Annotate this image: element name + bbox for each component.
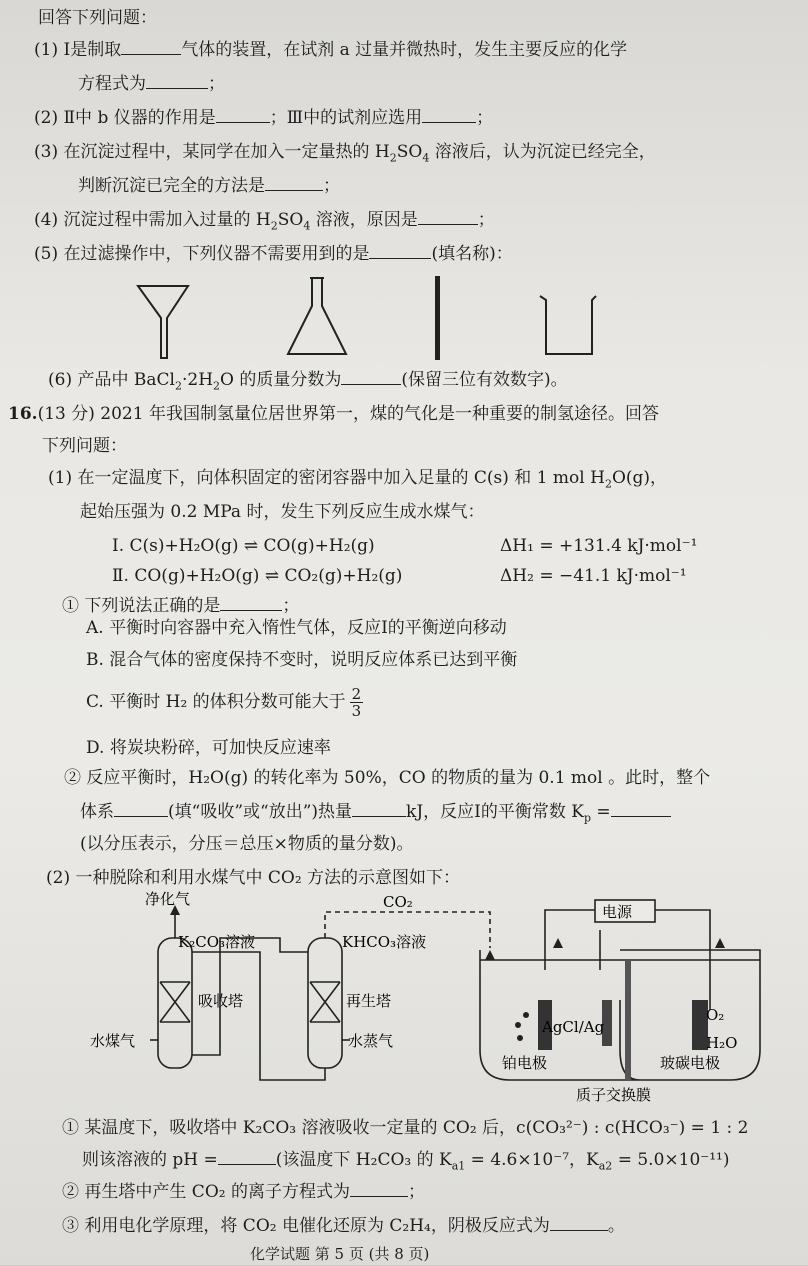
beaker-icon — [540, 296, 596, 354]
sub-question-2: ② 反应平衡时，H₂O(g) 的转化率为 50%，CO 的物质的量为 0.1 mol 。此时，整个 — [64, 768, 711, 788]
answer-blank[interactable] — [350, 1180, 408, 1197]
part-1: (1) 在一定温度下，向体积固定的密闭容器中加入足量的 C(s) 和 1 mol $H_2O(g)$， — [48, 468, 668, 491]
agcl-label: AgCl/Ag — [542, 1018, 605, 1036]
option-d[interactable]: D. 将炭块粉碎，可加快反应速率 — [86, 738, 331, 758]
reaction-1: Ⅰ. C(s)+H₂O(g) ⇌ CO(g)+H₂(g) — [112, 536, 375, 556]
intro-line: 回答下列问题： — [38, 8, 157, 28]
question-6: (6) 产品中 $BaCl_2\cdot 2H_2O$ 的质量分数为 (保留三位有效数字)。 — [48, 370, 568, 393]
reaction-2: Ⅱ. CO(g)+H₂O(g) ⇌ CO₂(g)+H₂(g) — [112, 566, 403, 586]
bottom-question-1-line2: 则该溶液的 pH = (该温度下 H₂CO₃ 的 $K_{a1} = 4.6\times 10^{-7}$，$K_{a2} = 5.0\times 10^{-11}$) — [82, 1150, 730, 1173]
glass-rod-icon — [435, 276, 440, 360]
h2o-label: H₂O — [706, 1034, 738, 1052]
answer-blank[interactable] — [550, 1214, 608, 1231]
question-2: (2) Ⅱ中 b 仪器的作用是 ；Ⅲ中的试剂应选用 ； — [34, 108, 494, 128]
glassy-carbon-label: 玻碳电极 — [660, 1054, 721, 1072]
fraction: $\frac{2}{3}$ — [351, 685, 362, 720]
process-diagram — [80, 890, 780, 1105]
purified-gas-label: 净化气 — [145, 890, 191, 908]
part-2: (2) 一种脱除和利用水煤气中 CO₂ 方法的示意图如下： — [46, 868, 461, 888]
option-a[interactable]: A. 平衡时向容器中充入惰性气体，反应Ⅰ的平衡逆向移动 — [86, 618, 507, 638]
part-1-line2: 起始压强为 0.2 MPa 时，发生下列反应生成水煤气： — [80, 502, 485, 522]
answer-blank[interactable] — [146, 72, 208, 89]
question-1-line2: 方程式为 ； — [78, 74, 225, 94]
sub-question-1: ① 下列说法正确的是 ； — [62, 596, 300, 616]
bottom-question-3: ③ 利用电化学原理，将 CO₂ 电催化还原为 C₂H₄，阴极反应式为 。 — [62, 1216, 625, 1236]
platinum-label: 铂电极 — [502, 1054, 548, 1072]
question-3-line2: 判断沉淀已完全的方法是 ； — [78, 176, 340, 196]
answer-blank[interactable] — [114, 800, 168, 817]
question-16-head: 16.(13 分) 2021 年我国制氢量位居世界第一，煤的气化是一种重要的制氢途径。回答 — [8, 404, 659, 424]
water-gas-label: 水煤气 — [90, 1032, 136, 1050]
answer-blank[interactable] — [422, 106, 476, 123]
o2-label: O₂ — [706, 1006, 725, 1024]
page-footer: 化学试题 第 5 页 (共 8 页) — [250, 1245, 430, 1263]
conical-flask-icon — [288, 278, 346, 354]
reaction-2-enthalpy: ΔH₂ = −41.1 kJ·mol⁻¹ — [500, 566, 687, 586]
answer-blank[interactable] — [341, 368, 401, 385]
answer-blank[interactable] — [220, 594, 282, 611]
bottom-question-2: ② 再生塔中产生 CO₂ 的离子方程式为 ； — [62, 1182, 425, 1202]
answer-blank[interactable] — [352, 800, 406, 817]
lab-instruments — [130, 272, 630, 364]
answer-blank[interactable] — [216, 106, 270, 123]
power-label: 电源 — [602, 903, 633, 921]
k2co3-label: K₂CO₃溶液 — [178, 933, 256, 951]
co2-label: CO₂ — [383, 893, 413, 911]
sub-question-2-line2: 体系 (填“吸收”或“放出”)热量 kJ，反应Ⅰ的平衡常数 $K_p$ = — [80, 800, 671, 824]
regenerator-packing — [310, 982, 340, 1022]
question-16-head-line2: 下列问题： — [42, 436, 127, 456]
question-4: (4) 沉淀过程中需加入过量的 $H_2SO_4$ 溶液，原因是 ； — [34, 210, 495, 233]
question-5: (5) 在过滤操作中，下列仪器不需要用到的是 (填名称)： — [34, 244, 513, 264]
answer-blank[interactable] — [265, 174, 323, 191]
absorber-label: 吸收塔 — [198, 992, 244, 1010]
khco3-label: KHCO₃溶液 — [342, 933, 427, 951]
membrane-label: 质子交换膜 — [576, 1086, 652, 1104]
question-3: (3) 在沉淀过程中，某同学在加入一定量热的 $H_2SO_4$ 溶液后，认为沉淀已经完全， — [34, 142, 656, 165]
absorber-packing — [160, 982, 190, 1022]
bottom-question-1: ① 某温度下，吸收塔中 K₂CO₃ 溶液吸收一定量的 CO₂ 后，c(CO₃²⁻) : c(HCO₃⁻) = 1 : 2 — [62, 1118, 749, 1138]
option-c[interactable]: C. 平衡时 H₂ 的体积分数可能大于 $\frac{2}{3}$ — [86, 685, 362, 720]
answer-blank[interactable] — [121, 38, 181, 55]
steam-label: 水蒸气 — [348, 1032, 394, 1050]
answer-blank[interactable] — [369, 242, 431, 259]
regenerator-label: 再生塔 — [346, 992, 392, 1010]
question-1: (1) Ⅰ是制取 气体的装置，在试剂 a 过量并微热时，发生主要反应的化学 — [34, 40, 628, 60]
option-b[interactable]: B. 混合气体的密度保持不变时，说明反应体系已达到平衡 — [86, 650, 518, 670]
sub-question-2-line3: (以分压表示，分压＝总压×物质的量分数)。 — [80, 834, 414, 854]
answer-blank[interactable] — [418, 208, 478, 225]
answer-blank[interactable] — [218, 1148, 276, 1165]
answer-blank[interactable] — [611, 800, 671, 817]
proton-exchange-membrane — [625, 960, 631, 1080]
reaction-1-enthalpy: ΔH₁ = +131.4 kJ·mol⁻¹ — [500, 536, 698, 556]
funnel-icon — [138, 286, 188, 358]
